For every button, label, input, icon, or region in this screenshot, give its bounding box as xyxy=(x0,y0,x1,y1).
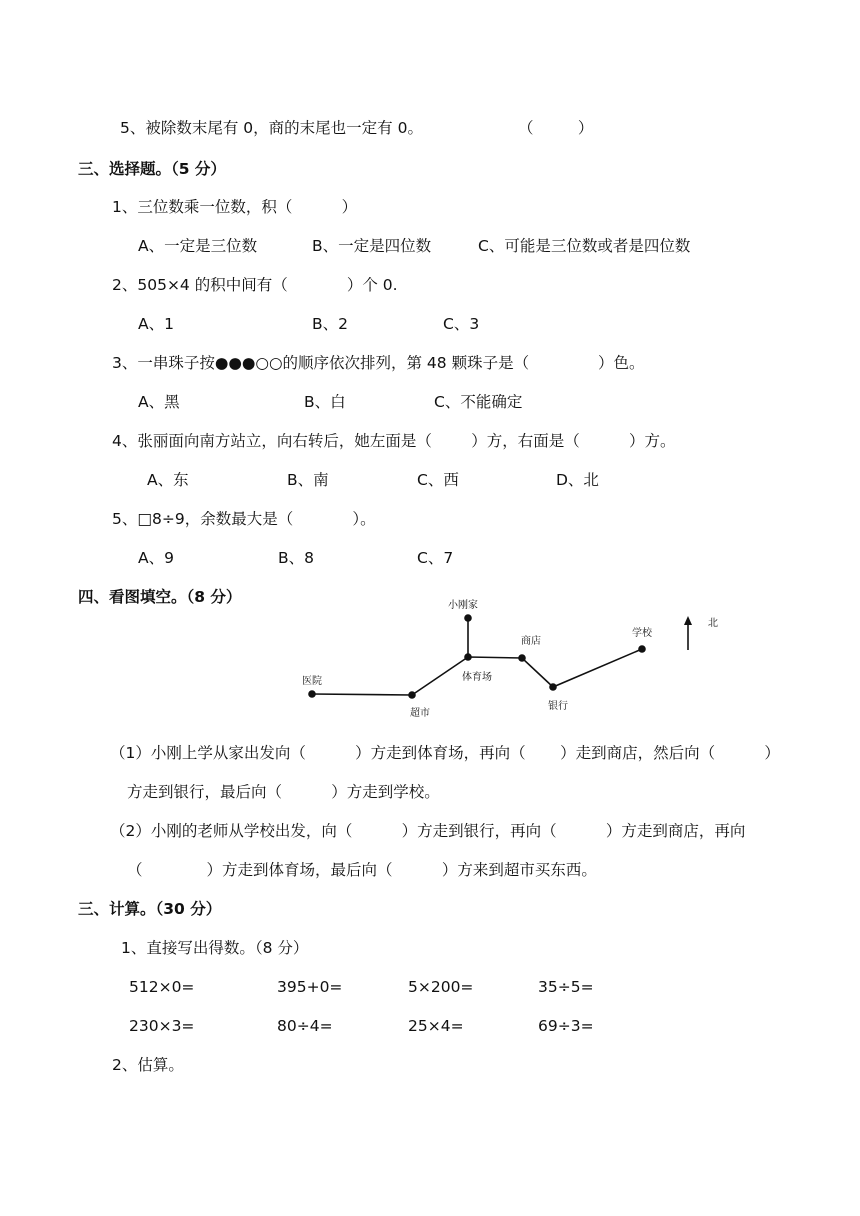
mc-option: A、东 xyxy=(147,471,189,489)
hospital-point xyxy=(308,690,316,698)
home-point xyxy=(464,614,472,622)
section-title-calc: 三、计算。（30 分） xyxy=(78,900,222,918)
mc-option: B、8 xyxy=(278,549,314,567)
mc-option: A、1 xyxy=(138,315,174,333)
calc-sub-2: 2、估算。 xyxy=(112,1056,184,1074)
calc-item: 5×200= xyxy=(408,978,474,996)
label-school: 学校 xyxy=(632,628,652,639)
mc-option: A、黑 xyxy=(138,393,180,411)
label-bank: 银行 xyxy=(548,701,568,712)
label-north: 北 xyxy=(708,618,718,629)
mc-question-1: 1、三位数乘一位数，积（ ） xyxy=(112,198,358,216)
label-supermarket: 超市 xyxy=(410,708,430,719)
shop-point xyxy=(518,654,526,662)
calc-item: 512×0= xyxy=(129,978,195,996)
route-lines xyxy=(312,618,642,695)
calc-item: 25×4= xyxy=(408,1017,464,1035)
label-shop: 商店 xyxy=(521,636,541,647)
calc-item: 35÷5= xyxy=(538,978,594,996)
calc-sub-1: 1、直接写出得数。（8 分） xyxy=(121,939,309,957)
label-hospital: 医院 xyxy=(302,676,322,687)
supermarket-point xyxy=(408,691,416,699)
mc-option: C、3 xyxy=(443,315,480,333)
route-map xyxy=(290,596,750,720)
mc-option: A、一定是三位数 xyxy=(138,237,258,255)
label-xiaogang-home: 小刚家 xyxy=(448,600,478,611)
mc-question-3: 3、一串珠子按●●●○○的顺序依次排列，第 48 颗珠子是（ ）色。 xyxy=(112,354,645,372)
school-point xyxy=(638,645,646,653)
mc-option: A、9 xyxy=(138,549,174,567)
section-title-map: 四、看图填空。（8 分） xyxy=(78,588,242,606)
mc-option: B、一定是四位数 xyxy=(312,237,432,255)
true-false-q5: 5、被除数末尾有 0，商的末尾也一定有 0。 xyxy=(120,119,423,137)
mc-option: C、不能确定 xyxy=(434,393,523,411)
fill-q1-line2: 方走到银行，最后向（ ）方走到学校。 xyxy=(127,783,440,801)
north-arrow-icon xyxy=(684,616,692,650)
answer-blank: （ ） xyxy=(518,119,594,137)
mc-option: C、7 xyxy=(417,549,454,567)
stadium-point xyxy=(464,653,472,661)
section-title-choice: 三、选择题。（5 分） xyxy=(78,160,226,178)
mc-option: D、北 xyxy=(556,471,599,489)
fill-q1-line1: （1）小刚上学从家出发向（ ）方走到体育场，再向（ ）走到商店，然后向（ ） xyxy=(110,744,780,762)
mc-option: B、南 xyxy=(287,471,329,489)
label-stadium: 体育场 xyxy=(462,672,492,683)
mc-option: C、西 xyxy=(417,471,459,489)
fill-q2-line1: （2）小刚的老师从学校出发，向（ ）方走到银行，再向（ ）方走到商店，再向 xyxy=(110,822,746,840)
mc-option: B、2 xyxy=(312,315,348,333)
mc-option: B、白 xyxy=(304,393,346,411)
calc-item: 230×3= xyxy=(129,1017,195,1035)
fill-q2-line2: （ ）方走到体育场，最后向（ ）方来到超市买东西。 xyxy=(127,861,597,879)
bank-point xyxy=(549,683,557,691)
calc-item: 69÷3= xyxy=(538,1017,594,1035)
mc-question-4: 4、张丽面向南方站立，向右转后，她左面是（ ）方，右面是（ ）方。 xyxy=(112,432,676,450)
calc-item: 395+0= xyxy=(277,978,343,996)
mc-question-2: 2、505×4 的积中间有（ ）个 0. xyxy=(112,276,398,294)
mc-option: C、可能是三位数或者是四位数 xyxy=(478,237,691,255)
calc-item: 80÷4= xyxy=(277,1017,333,1035)
mc-question-5: 5、□8÷9，余数最大是（ ）。 xyxy=(112,510,376,528)
